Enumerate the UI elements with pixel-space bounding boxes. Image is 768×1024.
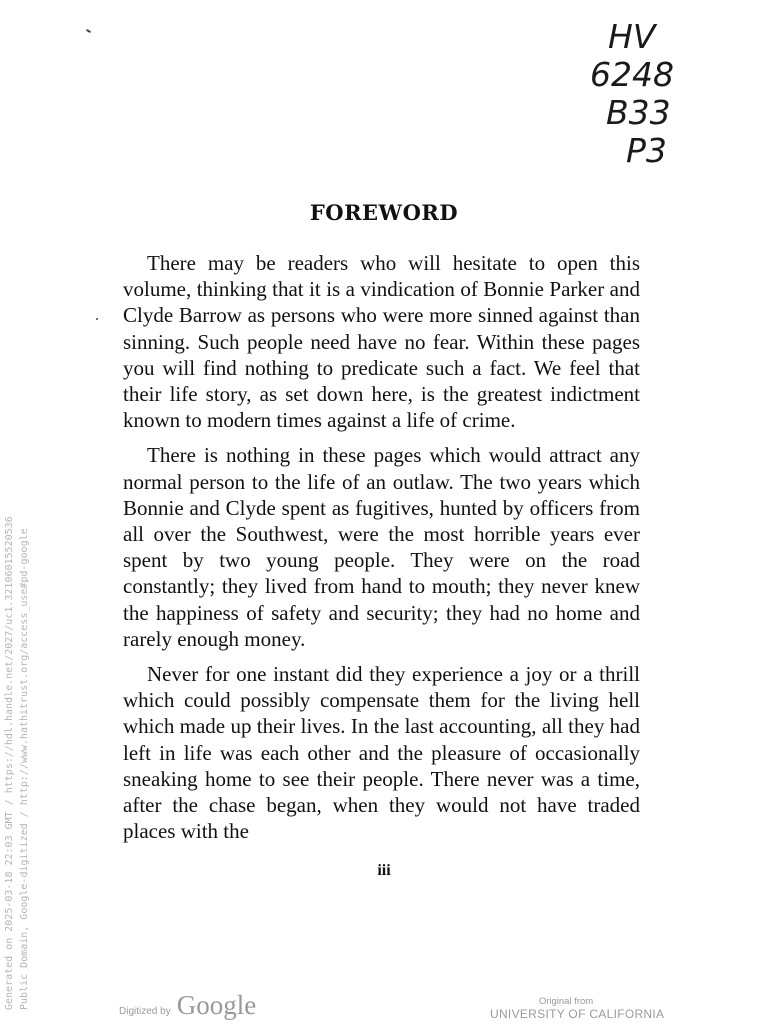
call-number-line: 6248 <box>590 55 674 94</box>
call-number-line: P3 <box>626 131 667 170</box>
page-number: iii <box>377 862 391 879</box>
google-logo: Google <box>176 990 257 1020</box>
body-text <box>123 250 640 853</box>
original-source: UNIVERSITY OF CALIFORNIA <box>490 1007 665 1021</box>
page-speck <box>86 29 91 33</box>
page-heading: FOREWORD <box>309 200 459 225</box>
original-label: Original from <box>538 996 594 1007</box>
call-number-line: B33 <box>606 93 671 132</box>
original-from-watermark <box>490 996 665 1021</box>
call-number-line: HV <box>608 17 656 56</box>
stamp-line: Public Domain, Google-digitized / http://www.hathitrust.org/access_use#pd-google <box>19 528 30 1010</box>
paragraph: Never for one instant did they experience a joy or a thrill which could possibly compensate them for the living hell which made up their lives. In the last accounting, all they had left in life was each other and the pleasure of occasionally sneaking home to see their people. There never was a time, after the chase began, when they would not have traded places with the <box>123 662 640 844</box>
paragraph: There may be readers who will hesitate to open this volume, thinking that it is a vindication of Bonnie Parker and Clyde Barrow as persons who were more sinned against than sinning. Such people need have no fear. Within these pages you will find nothing to predicate such a fact. We feel that their life story, as set down here, is the greatest indictment known to modern times against a life of crime. <box>123 251 640 433</box>
hathitrust-stamp <box>2 516 32 1010</box>
handwritten-call-number <box>590 18 740 170</box>
page-speck <box>96 318 98 320</box>
stamp-line: Generated on 2025-03-18 22:03 GMT / https://hdl.handle.net/2027/uc1.32106015520536 <box>4 516 15 1010</box>
paragraph: There is nothing in these pages which would attract any normal person to the life of an outlaw. The two years which Bonnie and Clyde spent as fugitives, hunted by officers from all over the Southwest, were the most horrible years ever spent by two young people. They were on the road constantly; they lived from hand to mouth; they never knew the happiness of safety and security; they had no home and rarely enough money. <box>123 443 640 651</box>
digitized-label: Digitized by <box>119 1006 171 1017</box>
digitized-by-watermark <box>119 990 256 1021</box>
